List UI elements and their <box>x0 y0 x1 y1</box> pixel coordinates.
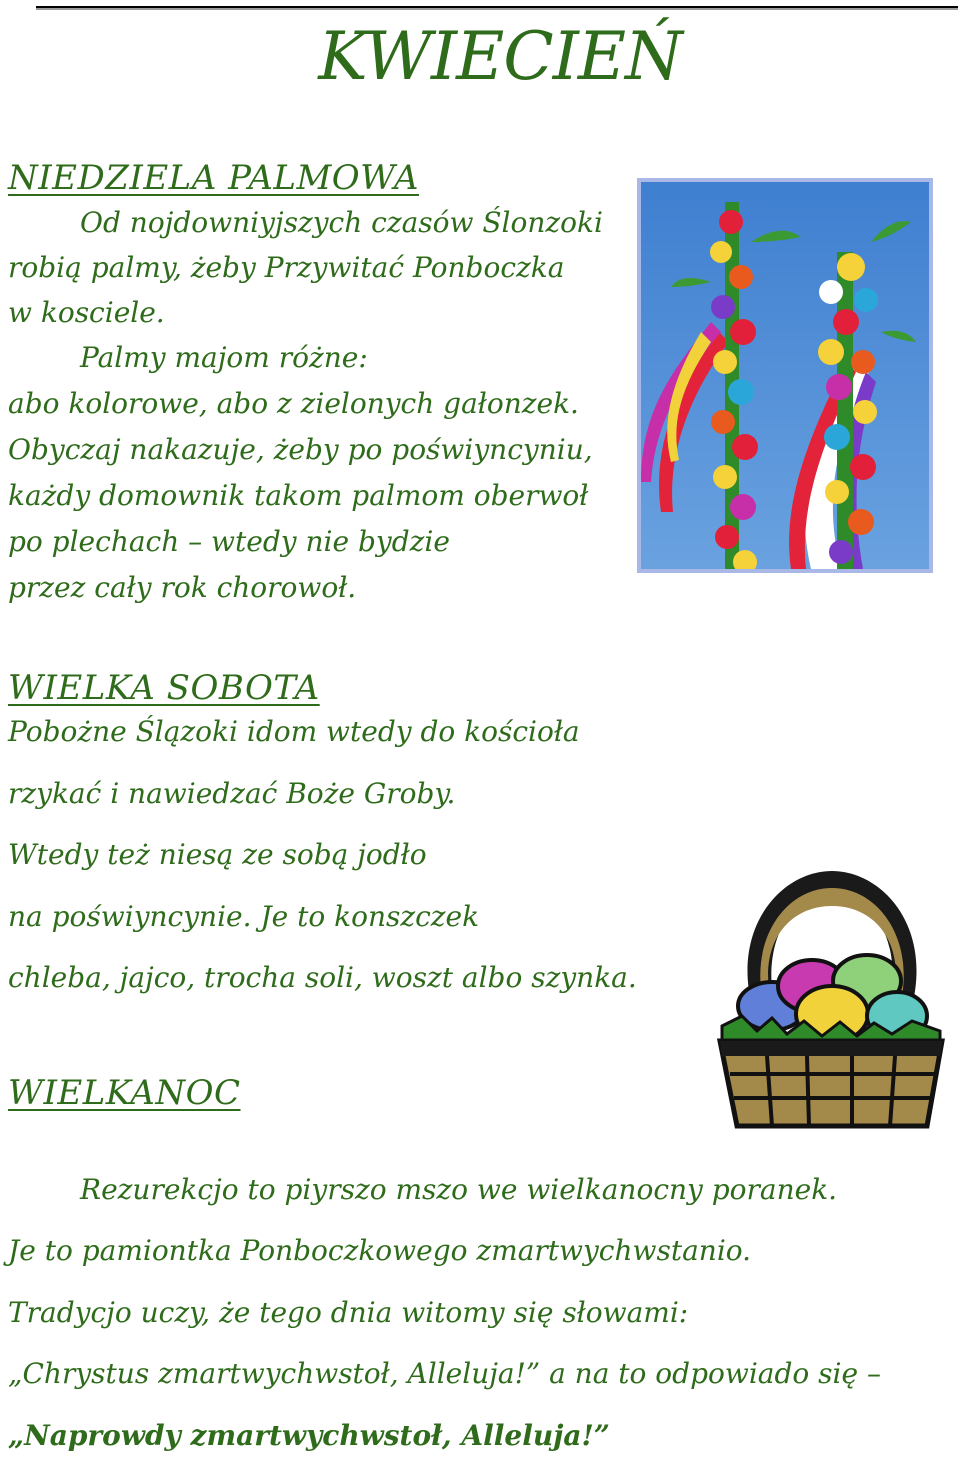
text-line: „Chrystus zmartwychwstoł, Alleluja!” a na to odpowiado się – <box>8 1357 881 1390</box>
text-line: Tradycjo uczy, że tego dnia witomy się słowami: <box>8 1296 689 1329</box>
text-line: Wtedy też niesą ze sobą jodło <box>8 838 427 871</box>
text-line: Obyczaj nakazuje, żeby po poświyncyniu, <box>8 433 593 466</box>
text-line: przez cały rok chorowoł. <box>8 571 357 604</box>
text-line: chleba, jajco, trocha soli, woszt albo szynka. <box>8 961 637 994</box>
easter-palms-illustration <box>641 182 929 569</box>
text-line: abo kolorowe, abo z zielonych gałonzek. <box>8 387 579 420</box>
text-line: po plechach – wtedy nie bydzie <box>8 525 450 558</box>
page-title: KWIECIEŃ <box>318 18 682 95</box>
text-line: robią palmy, żeby Przywitać Ponboczka <box>8 251 565 284</box>
text-line-bold: „Naprowdy zmartwychwstoł, Alleluja!” <box>8 1419 610 1452</box>
text-line: Od nojdowniyjszych czasów Ślonzoki <box>80 206 603 239</box>
heading-wielka-sobota: WIELKA SOBOTA <box>8 668 320 708</box>
text-line: Je to pamiontka Ponboczkowego zmartwychwstanio. <box>8 1234 752 1267</box>
text-line: Rezurekcjo to piyrszo mszo we wielkanocny poranek. <box>80 1173 838 1206</box>
easter-palms-photo <box>637 178 933 573</box>
easter-basket-icon <box>712 866 950 1136</box>
heading-wielkanoc: WIELKANOC <box>8 1073 241 1113</box>
text-line: każdy domownik takom palmom oberwoł <box>8 479 589 512</box>
easter-basket-clipart <box>712 866 950 1136</box>
heading-niedziela-palmowa: NIEDZIELA PALMOWA <box>8 158 419 198</box>
text-line: Pobożne Ślązoki idom wtedy do kościoła <box>8 715 580 748</box>
text-line: w kosciele. <box>8 296 165 329</box>
top-rule <box>36 6 958 10</box>
text-line: rzykać i nawiedzać Boże Groby. <box>8 777 456 810</box>
text-line: na poświyncynie. Je to konszczek <box>8 900 480 933</box>
text-line: Palmy majom różne: <box>80 341 368 374</box>
